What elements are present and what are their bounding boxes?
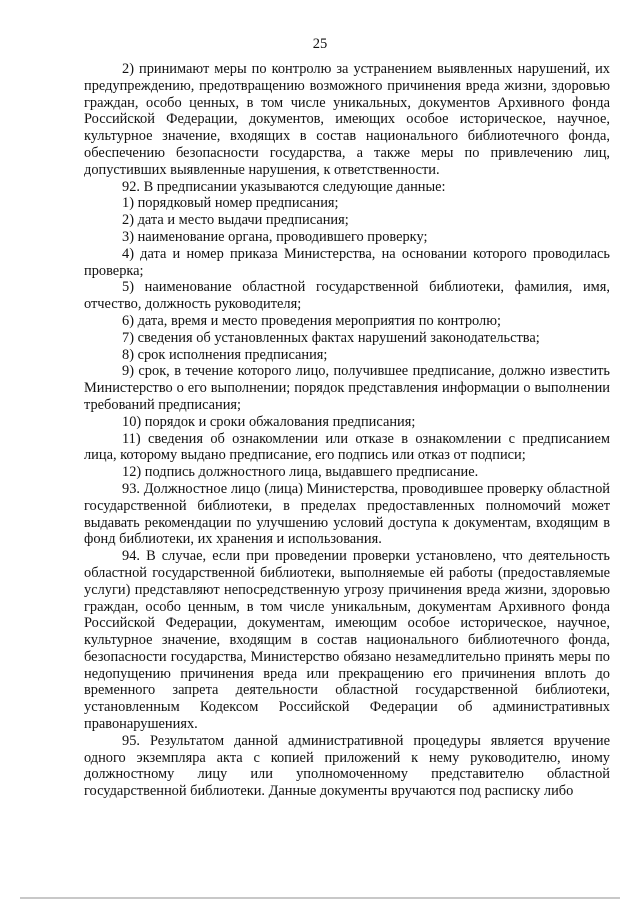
- document-body: [84, 61, 610, 800]
- paragraph-item-2: 2) принимают меры по контролю за устранением выявленных нарушений, их предупреждению, предотвращению возможного причинения вреда жизни, здоровью граждан, особо ценных, в том числе уникальных, документов Архивного фонда Российской Федерации, документов, имеющих особое историческое, научное, культурное значение, входящих в состав национального библиотечного фонда, обеспечению безопасности государства, а также меры по привлечению лиц, допустивших выявленные нарушения, к ответственности.: [84, 61, 610, 178]
- paragraph-92-intro: 92. В предписании указываются следующие данные:: [122, 178, 446, 195]
- list-item-10: 10) порядок и сроки обжалования предписания;: [122, 413, 416, 430]
- list-item-12: 12) подпись должностного лица, выдавшего предписание.: [122, 464, 479, 481]
- list-item-5: 5) наименование областной государственной библиотеки, фамилия, имя, отчество, должность руководителя;: [84, 279, 610, 313]
- paragraph-93: 93. Должностное лицо (лица) Министерства, проводившее проверку областной государственной библиотеки, в пределах предоставленных полномочий может выдавать рекомендации по улучшению условий доступа к документам, входящим в фонд библиотеки, их хранения и использования.: [84, 480, 610, 548]
- paragraph-94: 94. В случае, если при проведении проверки установлено, что деятельность областной государственной библиотеки, выполняемые ей работы (предоставляемые услуги) представляют непосредственную угрозу причинения вреда жизни, здоровью граждан, особо ценным, в том числе уникальным, документам Архивного фонда Российской Федерации, документам, имеющим особое историческое, научное, культурное значение, входящим в состав национального библиотечного фонда, безопасности государства, Министерство обязано незамедлительно принять меры по недопущению причинения вреда или прекращению его причинения вплоть до временного запрета деятельности областной государственной библиотеки, установленным Кодексом Российской Федерации об административных правонарушениях.: [84, 548, 610, 733]
- list-item-4: 4) дата и номер приказа Министерства, на основании которого проводилась проверка;: [84, 245, 610, 279]
- list-item-6: 6) дата, время и место проведения мероприятия по контролю;: [122, 312, 501, 329]
- paragraph-95: 95. Результатом данной административной процедуры является вручение одного экземпляра акта с копией приложений к нему руководителю, иному должностному лицу или уполномоченному представителю областной государственной библиотеки. Данные документы вручаются под расписку либо: [84, 732, 610, 800]
- list-item-9: 9) срок, в течение которого лицо, получившее предписание, должно известить Министерство о его выполнении; порядок представления информации о выполнении требований предписания;: [84, 363, 610, 413]
- page-number: 25: [312, 36, 328, 52]
- list-item-3: 3) наименование органа, проводившего проверку;: [122, 228, 428, 245]
- scan-bottom-edge: [20, 897, 620, 899]
- list-item-11: 11) сведения об ознакомлении или отказе в ознакомлении с предписанием лица, которому выдано предписание, его подпись или отказ от подписи;: [84, 430, 610, 464]
- list-item-2: 2) дата и место выдачи предписания;: [122, 212, 349, 229]
- list-item-1: 1) порядковый номер предписания;: [122, 195, 339, 212]
- list-item-8: 8) срок исполнения предписания;: [122, 346, 328, 363]
- list-item-7: 7) сведения об установленных фактах нарушений законодательства;: [122, 329, 540, 346]
